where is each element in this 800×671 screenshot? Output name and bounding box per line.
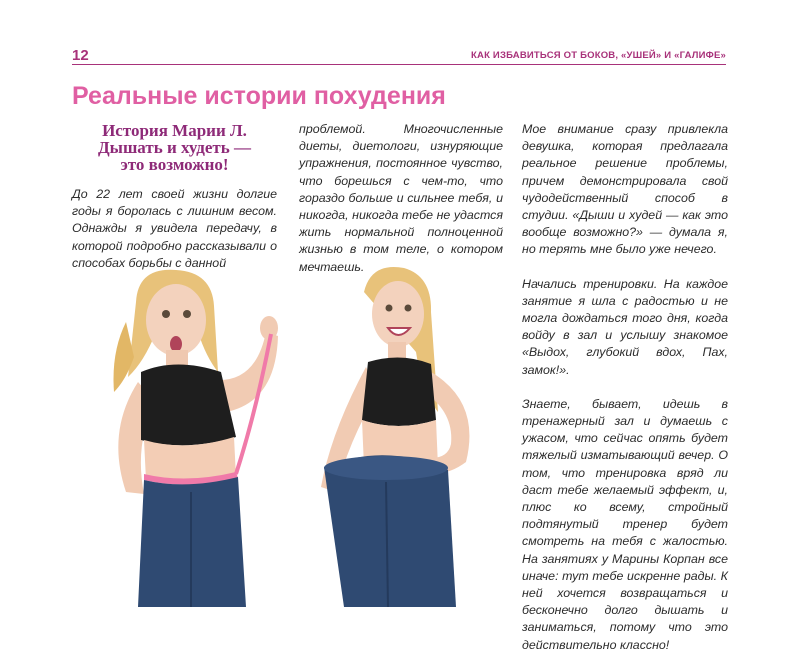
story-title-line: Дышать и худеть —: [97, 138, 252, 157]
section-title: Реальные истории похудения: [72, 82, 446, 110]
running-header: КАК ИЗБАВИТЬСЯ ОТ БОКОВ, «УШЕЙ» И «ГАЛИФЕ»: [471, 50, 726, 61]
page-number: 12: [72, 47, 89, 64]
story-title-line: это возможно!: [120, 155, 229, 174]
column-1-text: До 22 лет своей жизни долгие годы я боролась с лишним весом. Однажды я увидела передачу, в которой подробно рассказывали о способах борьбы с данной: [72, 187, 277, 270]
paragraph: Знаете, бывает, идешь в тренажерный зал и думаешь с ужасом, что сейчас опять будет тяжелый изматывающий вечер. О том, что тренировка вряд ли даст тебе желаемый эффект, и, плюс ко всему, стройный подтянутый тренер будет смотреть на тебя с жалостью. На занятиях у Марины Корпан все иначе: тут тебе искренне рады. К ней хочется возвращаться и бесконечно долго дышать и заниматься, потому что это действительно классно!: [522, 396, 728, 652]
paragraph: Мое внимание сразу привлекла девушка, которая предлагала реальное решение проблемы, причем демонстрировала свой чудодейственный способ в студии. «Дыши и худей — как это вообще возможно?» — думала я, но терять мне было уже нечего.: [522, 122, 728, 257]
story-title: [72, 122, 277, 173]
weight-loss-photo: [86, 262, 516, 607]
story-title-line: История Марии Л.: [102, 121, 247, 140]
woman-oversized-jeans-illustration: [321, 267, 469, 607]
column-2-text: проблемой. Многочисленные диеты, диетологи, изнуряющие упражнения, постоянное чувство, что борешься с чем-то, что гораздо больше и сильнее тебя, и никогда, никогда тебе не удастся жить нормальной полноценной жизнью в том теле, о котором мечтаешь.: [299, 122, 503, 274]
header-rule: [72, 64, 726, 65]
paragraph: Начались тренировки. На каждое занятие я шла с радостью и не могла дождаться того дня, когда войду в зал и услышу знакомое «Выдох, глубокий вдох, Пах, замок!».: [522, 276, 728, 377]
woman-measuring-illustration: [114, 270, 279, 607]
column-3-text: [522, 121, 728, 671]
